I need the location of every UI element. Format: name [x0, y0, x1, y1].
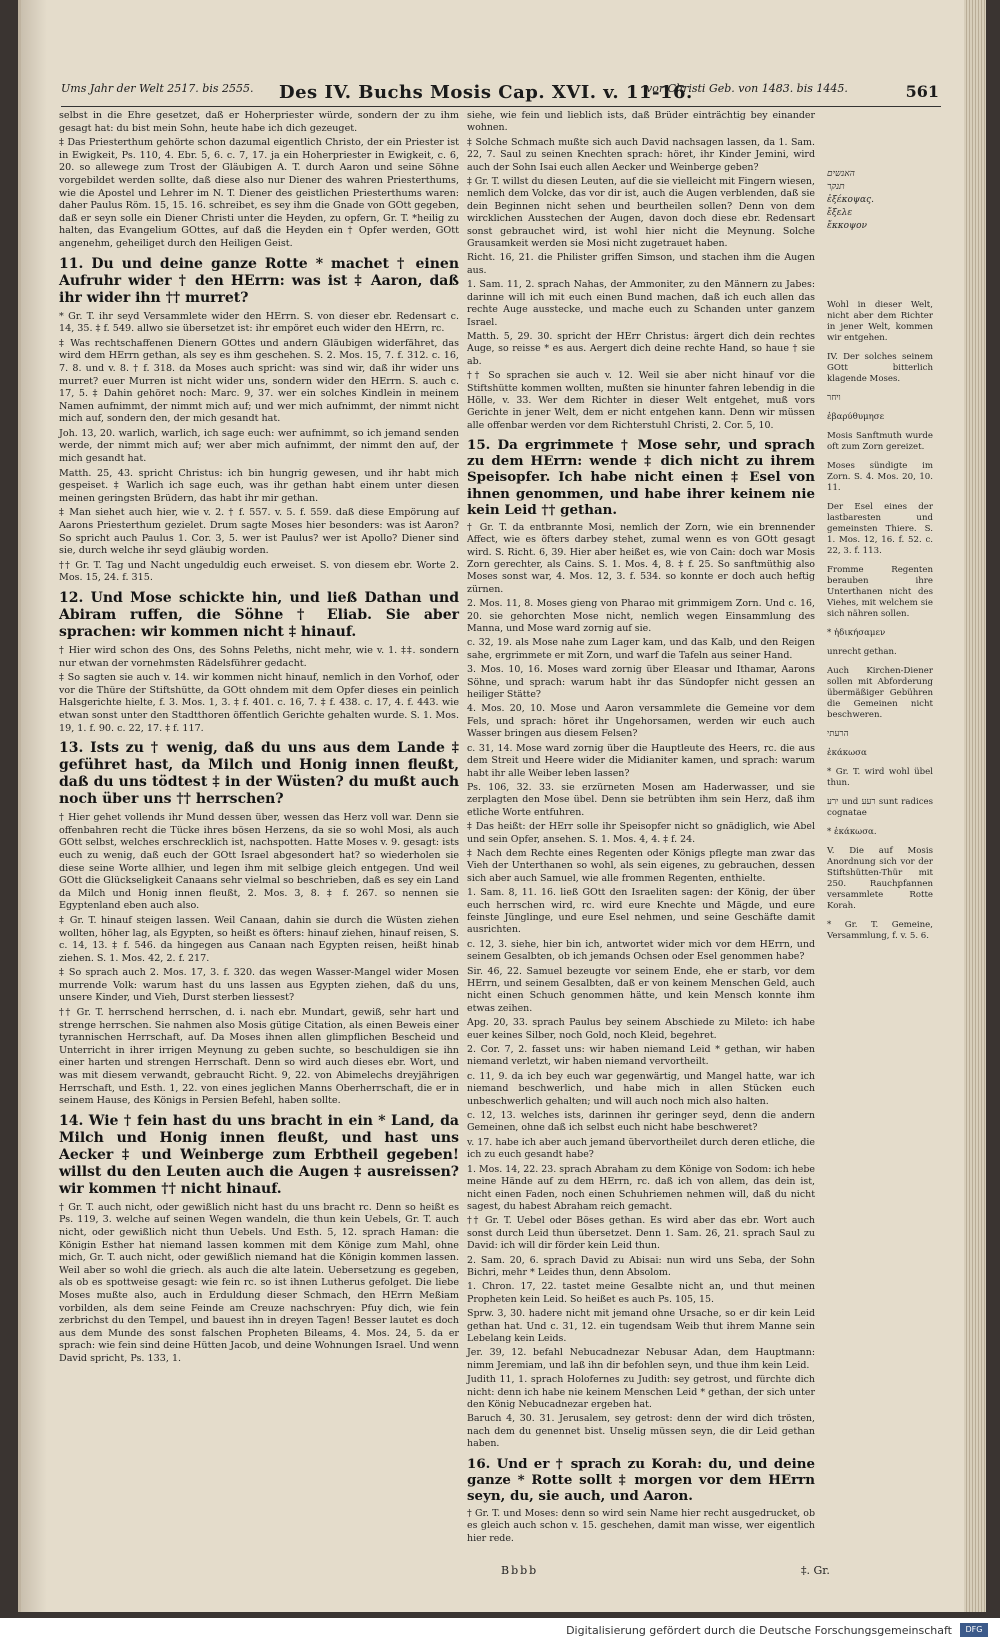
- commentary-paragraph: 2. Cor. 7, 2. fasset uns: wir haben niemand Leid * gethan, wir haben niemand verletzt, wir haben niemand vervortheilt.: [467, 1044, 815, 1068]
- verse-text: 14. Wie † fein hast du uns bracht in ein * Land, da Milch und Honig innen fleußt, und hast uns Aecker ‡ und Weinberge zum Erbtheil gegeben! willst du den Leuten auch die Augen ‡ ausreissen? wir kommen †† nicht hinauf.: [59, 1112, 459, 1197]
- credit-text: Digitalisierung gefördert durch die Deutsche Forschungsgemeinschaft: [566, 1624, 952, 1637]
- margin-note: ἐκάκωσα: [827, 748, 867, 758]
- greek-hebrew-margin: [827, 168, 933, 233]
- commentary-paragraph: Sir. 46, 22. Samuel bezeugte vor seinem Ende, ehe er starb, vor dem HErrn, und seinem Gesalbten, daß er von keinem Menschen Geld, auch nicht einen Schuch genommen hätte, und kein Mensch konnte ihm etwas zeihen.: [467, 965, 815, 1014]
- margin-word: ἔκκοψον: [827, 221, 867, 231]
- page-gutter: [21, 0, 47, 1612]
- margin-note: IV. Der solches seinem GOtt bitterlich klagende Moses.: [827, 352, 933, 384]
- commentary-paragraph: siehe, wie fein und lieblich ists, daß Brüder einträchtig bey einander wohnen.: [467, 110, 815, 134]
- commentary-paragraph: Judith 11, 1. sprach Holofernes zu Judith: sey getrost, und fürchte dich nicht: denn ich habe nie keinem Menschen Leid * gethan, der sich unter den König Nebucadnezar ergeben hat.: [467, 1374, 815, 1410]
- commentary-paragraph: Matth. 25, 43. spricht Christus: ich bin hungrig gewesen, und ihr habt mich gespeiset. ‡ Warlich ich sage euch, was ihr gethan habt einem unter diesen meinen geringsten Brüdern, das habt ihr mir gethan.: [59, 467, 459, 504]
- commentary-paragraph: †† Gr. T. Tag und Nacht ungeduldig euch erweiset. S. von diesem ebr. Worte 2. Mos. 15, 24. f. 315.: [59, 559, 459, 584]
- margin-note: unrecht gethan.: [827, 647, 897, 657]
- margin-note: Mosis Sanftmuth wurde oft zum Zorn gereizet.: [827, 431, 933, 452]
- commentary-paragraph: ‡ So sprach auch 2. Mos. 17, 3. f. 320. das wegen Wasser-Mangel wider Mosen murrende Volk: warum hast du uns lassen aus Egypten ziehen, daß du uns, unsere Kinder, und Vieh, Durst sterben liessest?: [59, 967, 459, 1004]
- verse-text: 16. Und er † sprach zu Korah: du, und deine ganze * Rotte sollt ‡ morgen vor dem HErrn seyn, du, sie auch, und Aaron.: [467, 1455, 815, 1504]
- verse-text: 12. Und Mose schickte hin, und ließ Dathan und Abiram ruffen, die Söhne † Eliab. Sie aber sprachen: wir kommen nicht ‡ hinauf.: [59, 590, 459, 640]
- commentary-paragraph: †† So sprachen sie auch v. 12. Weil sie aber nicht hinauf vor die Stiftshütte kommen wollten, mußten sie hinunter fahren lebendig in die Hölle, v. 33. Wer dem Richter in dieser Welt entgehet, muß vors Gerichte in jener Welt, dem er nicht entgehen kann. Denn wir müssen alle offenbar werden vor dem Richterstuhl Christi, 2. Cor. 5, 10.: [467, 370, 815, 431]
- commentary-paragraph: c. 12, 3. siehe, hier bin ich, antwortet wider mich vor dem HErrn, und seinem Gesalbten, ob ich jemands Ochsen oder Esel genommen habe?: [467, 938, 815, 963]
- commentary-paragraph: ‡ Gr. T. willst du diesen Leuten, auf die sie vielleicht mit Fingern wiesen, nemlich dem Volcke, das vor dir ist, auch die Augen verblenden, daß sie dein Beginnen nicht sehen und beurtheilen sollen? Denn von dem wircklichen Ausstechen der Augen, davon doch diese ebr. Redensart sonst gebrauchet wird, ist wohl hier nicht die Meynung. Solche Grausamkeit werden sie Mosi nicht zugetrauet haben.: [467, 176, 815, 250]
- commentary-paragraph: c. 12, 13. welches ists, darinnen ihr geringer seyd, denn die andern Gemeinen, ohne daß ich selbst euch nicht habe beschweret?: [467, 1110, 815, 1134]
- commentary-paragraph: 1. Chron. 17, 22. tastet meine Gesalbte nicht an, und thut meinen Propheten kein Leid. So heißet es auch Ps. 105, 15.: [467, 1281, 815, 1305]
- page-edge: [964, 0, 986, 1612]
- margin-word: ἐξέκοψας.: [827, 195, 874, 205]
- commentary-paragraph: * Gr. T. ihr seyd Versammlete wider den HErrn. S. von dieser ebr. Redensart c. 14, 35. ‡ f. 549. allwo sie übersetzet ist: ihr empöret euch wider den HErrn, rc.: [59, 310, 459, 335]
- commentary-paragraph: †† Gr. T. herrschend herrschen, d. i. nach ebr. Mundart, gewiß, sehr hart und strenge herrschen. Sie nahmen also Mosis gütige Citation, als einen Beweis einer tyrannischen Herrschaft, auf. Da Moses ihnen allen glimpflichen Bescheid und Unterricht in ihrer irrigen Meynung zu geben suchte, so beschuldigen sie ihn einer harten und strengen Herrschaft. Denn so wird auch dieses ebr. Wort, und was mit diesem verwandt, gebraucht Richt. 9, 22. von Abimelechs dreyjährigen Herrschaft, und Esth. 1, 22. von eines jeglichen Manns Oberherrschaft, die er in seinem Hause, des Königs in Persien Befehl, haben sollte.: [59, 1007, 459, 1107]
- margin-word: האנשים: [827, 169, 855, 179]
- catchword: ‡. Gr.: [801, 1564, 830, 1577]
- commentary-paragraph: c. 32, 19. als Mose nahe zum Lager kam, und das Kalb, und den Reigen sahe, ergrimmete er mit Zorn, und warf die Tafeln aus seiner Hand.: [467, 637, 815, 661]
- margin-note: Moses sündigte im Zorn. S. 4. Mos. 20, 10. 11.: [827, 461, 933, 493]
- commentary-paragraph: ‡ Man siehet auch hier, wie v. 2. † f. 557. v. 5. f. 559. daß diese Empörung auf Aarons Priesterthum gezielet. Drum sagte Moses hier besonders: was ist Aaron? So spricht auch Paulus 1. Cor. 3, 5. wer ist Paulus? wer ist Apollo? Diener sind sie, durch welche ihr seyd gläubig worden.: [59, 507, 459, 557]
- dfg-logo: DFG: [960, 1623, 988, 1637]
- right-text-column: [467, 110, 815, 1547]
- commentary-paragraph: ‡ Das Priesterthum gehörte schon dazumal eigentlich Christo, der ein Priester ist in Ewigkeit, Ps. 110, 4. Ebr. 5, 6. c. 7, 17. ja ein Hoherpriester in Ewigkeit, c. 6, 20. so allewege zum Trost der Gläubigen A. T. durch Aaron und seine Söhne vorgebildet werden sollte, daß diese also nur Diener des wahren Priesterthums, wie die Apostel und Lehrer im N. T. Diener des geistlichen Priesterthums waren: daher Paulus Röm. 15, 15. 16. schreibet, es sey ihm die Gnade von GOtt gegeben, daß er seyn solle ein Diener Christi unter die Heyden, zu opfern, Gr. T. *heilig zu halten, das Evangelium GOttes, auf daß die Heyden ein † Opfer werden, GOtt angenehm, geheiliget durch den Heiligen Geist.: [59, 137, 459, 249]
- commentary-paragraph: † Hier gehet vollends ihr Mund dessen über, wessen das Herz voll war. Denn sie offenbahren recht die Tücke ihres bösen Herzens, da sie so wohl Mosi, als auch GOtt selbst, welches erschrecklich ist, nachspotten. Hatte Moses v. 9. gesagt: ists euch zu wenig, daß euch der GOtt Israel abgesondert hat? so wiederholen sie diese seine Worte allhier, und legen ihm mit selbige gleich entgegen. Und weil GOtt die Glückseligkeit Canaans sehr vielmal so beschrieben, daß es sey ein Land da Milch und Honig innen fleußt, 2. Mos. 3, 8. ‡ f. 267. so nennen sie Egyptenland eben auch also.: [59, 812, 459, 912]
- commentary-paragraph: v. 17. habe ich aber auch jemand übervortheilet durch deren etliche, die ich zu euch gesandt habe?: [467, 1136, 815, 1161]
- commentary-paragraph: Apg. 20, 33. sprach Paulus bey seinem Abschiede zu Mileto: ich habe euer keines Silber, noch Gold, noch Kleid, begehret.: [467, 1017, 815, 1041]
- margin-word: ἔξελε: [827, 208, 853, 218]
- margin-note: ירע und רעע sunt radices cognatae: [827, 797, 933, 818]
- signature-mark: Bbbb: [501, 1564, 539, 1577]
- page-number: 561: [905, 82, 939, 101]
- commentary-paragraph: 2. Sam. 20, 6. sprach David zu Abisai: nun wird uns Seba, der Sohn Bichri, mehr * Leides thun, denn Absolom.: [467, 1254, 815, 1278]
- margin-note: Wohl in dieser Welt, nicht aber dem Richter in jener Welt, kommen wir entgehen.: [827, 300, 933, 343]
- margin-note: Der Esel eines der lastbaresten und gemeinsten Thiere. S. 1. Mos. 12, 16. f. 52. c. 22, 3. f. 113.: [827, 502, 933, 556]
- commentary-paragraph: ‡ So sagten sie auch v. 14. wir kommen nicht hinauf, nemlich in den Vorhof, oder vor die Thüre der Stiftshütte, da GOtt ohndem mit dem Opfer dieses ein peinlich Halsgerichte hielte, f. 3. Mos. 1, 3. ‡ f. 401. c. 16, 7. ‡ f. 438. c. 17, 4. f. 443. wie etwan sonst unter den Stadtthoren öffentlich Gerichte gehalten wurde. S. 1. Mos. 19, 1. f. 90. c. 22, 17. ‡ f. 117.: [59, 672, 459, 734]
- margin-note: * ἐκάκωσα.: [827, 827, 877, 837]
- margin-note: * ἠδικήσαμεν: [827, 628, 886, 638]
- margin-note: * Gr. T. wird wohl übel thun.: [827, 767, 933, 788]
- commentary-paragraph: † Gr. T. auch nicht, oder gewißlich nicht hast du uns bracht rc. Denn so heißt es Ps. 119, 3. welche auf seinen Wegen wandeln, die thun kein Uebels, Gr. T. auch nicht, oder gewißlich nicht thun Uebels. Und Esth. 5, 12. sprach Haman: die Königin Esther hat niemand lassen kommen mit dem Könige zum Mahl, ohne mich, Gr. T. auch nicht, oder gewißlich niemand hat die Königin kommen lassen. Weil aber so wohl die griech. als auch die alte latein. Uebersetzung es gegeben, als ob es spottweise gesagt: wie fein rc. so ist ihnen Lutherus gefolget. Die liebe Moses mußte also, auch in Erduldung dieser Schmach, den HErrn Meßiam vorbilden, als dem seine Feinde am Creuze nachschryen: Pfuy dich, wie fein zerbrichst du den Tempel, und bauest ihn in dreyen Tagen! Besser lautet es doch aus dem Munde des sonst falschen Propheten Bileams, 4. Mos. 24, 5. da er sprach: wie fein sind deine Hütten Jacob, und deine Wohnungen Israel. Und wenn David spricht, Ps. 133, 1.: [59, 1201, 459, 1364]
- commentary-paragraph: ‡ Das heißt: der HErr solle ihr Speisopfer nicht so gnädiglich, wie Abel und sein Opfer, ansehen. S. 1. Mos. 4, 4. ‡ f. 24.: [467, 821, 815, 845]
- margin-notes-column: [827, 300, 933, 950]
- margin-note: Auch Kirchen-Diener sollen mit Abforderung übermäßiger Gebühren die Gemeinen nicht beschweren.: [827, 666, 933, 720]
- header-year-range: Ums Jahr der Welt 2517. bis 2555.: [61, 82, 254, 95]
- commentary-paragraph: Jer. 39, 12. befahl Nebucadnezar Nebusar Adan, dem Hauptmann: nimm Jeremiam, und laß ihn dir befohlen seyn, und thue ihm kein Leid.: [467, 1347, 815, 1371]
- margin-note: V. Die auf Mosis Anordnung sich vor der Stiftshütten-Thür mit 250. Rauchpfannen versammlete Rotte Korah.: [827, 846, 933, 911]
- commentary-paragraph: 4. Mos. 20, 10. Mose und Aaron versammlete die Gemeine vor dem Fels, und sprach: höret ihr Ungehorsamen, werden wir euch auch Wasser bringen aus diesem Felsen?: [467, 703, 815, 740]
- book-page: [18, 0, 986, 1612]
- commentary-paragraph: 2. Mos. 11, 8. Moses gieng von Pharao mit grimmigem Zorn. Und c. 16, 20. sie gehorchten Mose nicht, nemlich wegen Einsammlung des Manna, und Mose ward zornig auf sie.: [467, 598, 815, 635]
- commentary-paragraph: 3. Mos. 10, 16. Moses ward zornig über Eleasar und Ithamar, Aarons Söhne, und sprach: warum habt ihr das Sündopfer nicht gessen an heiliger Stätte?: [467, 664, 815, 701]
- commentary-paragraph: † Gr. T. da entbrannte Mosi, nemlich der Zorn, wie ein brennender Affect, wie es öfters darbey stehet, zumal wenn es von GOtt gesagt wird. S. Richt. 6, 39. Hier aber heißet es, wie von Cain: doch war Mosis Zorn gerechter, als Cains. S. 1. Mos. 4, 8. ‡ f. 25. So sanftmüthig also Moses sonst war, 4. Mos. 12, 3. f. 534. so konnte er doch auch heftig zürnen.: [467, 521, 815, 595]
- commentary-paragraph: Matth. 5, 29. 30. spricht der HErr Christus: ärgert dich dein rechtes Auge, so reisse * es aus. Aergert dich deine rechte Hand, so haue † sie ab.: [467, 330, 815, 367]
- commentary-paragraph: ‡ Solche Schmach mußte sich auch David nachsagen lassen, da 1. Sam. 22, 7. Saul zu seinen Knechten sprach: höret, ihr Kinder Jemini, wird auch der Sohn Isai euch allen Aecker und Weinberge geben?: [467, 136, 815, 173]
- commentary-paragraph: selbst in die Ehre gesetzet, daß er Hoherpriester würde, sondern der zu ihm gesagt hat: du bist mein Sohn, heute habe ich dich gezeuget.: [59, 110, 459, 134]
- commentary-paragraph: Richt. 16, 21. die Philister griffen Simson, und stachen ihm die Augen aus.: [467, 252, 815, 276]
- commentary-paragraph: ‡ Was rechtschaffenen Dienern GOttes und andern Gläubigen widerfähret, das wird dem HErrn gethan, als sey es ihm geschehen. S. 2. Mos. 15, 7. f. 312. c. 16, 7. 8. und v. 8. † f. 318. da Moses auch spricht: was sind wir, daß ihr wider uns murret? euer Murren ist nicht wider uns, sondern wider den HErrn. S. auch c. 17, 5. ‡ Dahin gehöret noch: Marc. 9, 37. wer ein solches Kindlein in meinem Namen aufnimmt, der nimmt mich auf; und wer mich aufnimmt, der nimmt nicht mich auf, sondern den, der mich gesandt hat.: [59, 337, 459, 425]
- commentary-paragraph: Joh. 13, 20. warlich, warlich, ich sage euch: wer aufnimmt, so ich jemand senden werde, der nimmt mich auf; wer aber mich aufnimmt, der nimmt den auf, der mich gesandt hat.: [59, 427, 459, 465]
- commentary-paragraph: Ps. 106, 32. 33. sie erzürneten Mosen am Haderwasser, und sie zerplagten den Mose übel. Denn sie betrübten ihm sein Herz, daß ihm etliche Worte entfuhren.: [467, 781, 815, 818]
- commentary-paragraph: 1. Sam. 11, 2. sprach Nahas, der Ammoniter, zu den Männern zu Jabes: darinne will ich mit euch einen Bund machen, daß ich euch allen das rechte Auge ausstecke, und mache euch zu Schanden unter ganzem Israel.: [467, 279, 815, 328]
- running-header: [61, 78, 941, 107]
- margin-word: תנקר: [827, 182, 845, 192]
- commentary-paragraph: 1. Mos. 14, 22. 23. sprach Abraham zu dem Könige von Sodom: ich hebe meine Hände auf zu dem HErrn, rc. daß ich von allem, das dein ist, nicht einen Faden, noch einen Schuhriemen nehmen will, daß du nicht sagest, du habest Abraham reich gemacht.: [467, 1163, 815, 1212]
- margin-note: ἐβαρύθυμησε: [827, 412, 885, 422]
- left-text-column: [59, 110, 459, 1368]
- commentary-paragraph: † Gr. T. und Moses: denn so wird sein Name hier recht ausgedrucket, ob es gleich auch schon v. 15. geschehen, damit man wisse, wer eigentlich hier rede.: [467, 1508, 815, 1544]
- margin-note: Fromme Regenten berauben ihre Unterthanen nicht des Viehes, mit welchem sie sich nähren sollen.: [827, 565, 933, 619]
- margin-note: * Gr. T. Gemeine, Versammlung, f. v. 5. 6.: [827, 920, 933, 941]
- commentary-paragraph: c. 11, 9. da ich bey euch war gegenwärtig, und Mangel hatte, war ich niemand beschwerlich, und habe mich in allen Stücken euch unbeschwerlich gehalten; und will auch noch mich also halten.: [467, 1070, 815, 1107]
- commentary-paragraph: ‡ Gr. T. hinauf steigen lassen. Weil Canaan, dahin sie durch die Wüsten ziehen wollten, höher lag, als Egypten, so heißt es öfters: hinauf ziehen, hinauf reisen, S. c. 14, 13. ‡ f. 546. da hingegen aus Canaan nach Egypten reisen, heißt hinab ziehen. S. 1. Mos. 42, 2. f. 217.: [59, 914, 459, 964]
- digitization-credit-bar: [0, 1618, 1000, 1643]
- commentary-paragraph: 1. Sam. 8, 11. 16. ließ GOtt den Israeliten sagen: der König, der über euch herrschen wird, rc. wird eure Knechte und Mägde, und eure feinste Jünglinge, und eure Esel nehmen, und seine Geschäfte damit ausrichten.: [467, 887, 815, 936]
- verse-text: 11. Du und deine ganze Rotte * machet † einen Aufruhr wider † den HErrn: was ist ‡ Aaron, daß ihr wider ihn †† murret?: [59, 255, 459, 306]
- verse-text: 15. Da ergrimmete † Mose sehr, und sprach zu dem HErrn: wende ‡ dich nicht zu ihrem Speisopfer. Ich habe nicht einen ‡ Esel von ihnen genommen, und habe ihrer keinem nie kein Leid †† gethan.: [467, 437, 815, 518]
- header-birth-range: vor Christi Geb. von 1483. bis 1445.: [646, 82, 848, 95]
- commentary-paragraph: Baruch 4, 30. 31. Jerusalem, sey getrost: denn der wird dich trösten, nach dem du genennet bist. Unselig müssen seyn, die dir Leid gethan haben.: [467, 1413, 815, 1450]
- commentary-paragraph: Sprw. 3, 30. hadere nicht mit jemand ohne Ursache, so er dir kein Leid gethan hat. Und c. 31, 12. ein tugendsam Weib thut ihrem Manne sein Lebelang kein Leids.: [467, 1308, 815, 1344]
- commentary-paragraph: †† Gr. T. Uebel oder Böses gethan. Es wird aber das ebr. Wort auch sonst durch Leid thun übersetzet. Denn 1. Sam. 26, 21. sprach Saul zu David: ich will dir förder kein Leid thun.: [467, 1215, 815, 1252]
- commentary-paragraph: c. 31, 14. Mose ward zornig über die Hauptleute des Heers, rc. die aus dem Streit und Heere wider die Midianiter kamen, und sprach: warum habt ihr alle Weiber leben lassen?: [467, 742, 815, 779]
- margin-note: ויחר: [827, 393, 841, 403]
- header-title: Des IV. Buchs Mosis Cap. XVI. v. 11-16.: [279, 82, 693, 103]
- commentary-paragraph: ‡ Nach dem Rechte eines Regenten oder Königs pflegte man zwar das Vieh der Unterthanen so wohl, als sein eigenes, zu gebrauchen, dessen sich aber auch Samuel, wie alle frommen Regenten, enthielte.: [467, 847, 815, 884]
- commentary-paragraph: † Hier wird schon des Ons, des Sohns Peleths, nicht mehr, wie v. 1. ‡‡. sondern nur etwan der vornehmsten Rädelsführer gedacht.: [59, 645, 459, 669]
- margin-note: הרעתי: [827, 729, 849, 739]
- verse-text: 13. Ists zu † wenig, daß du uns aus dem Lande ‡ geführet hast, da Milch und Honig innen fleußt, daß du uns tödtest ‡ in der Wüsten? du mußt auch noch über uns †† herrschen?: [59, 740, 459, 808]
